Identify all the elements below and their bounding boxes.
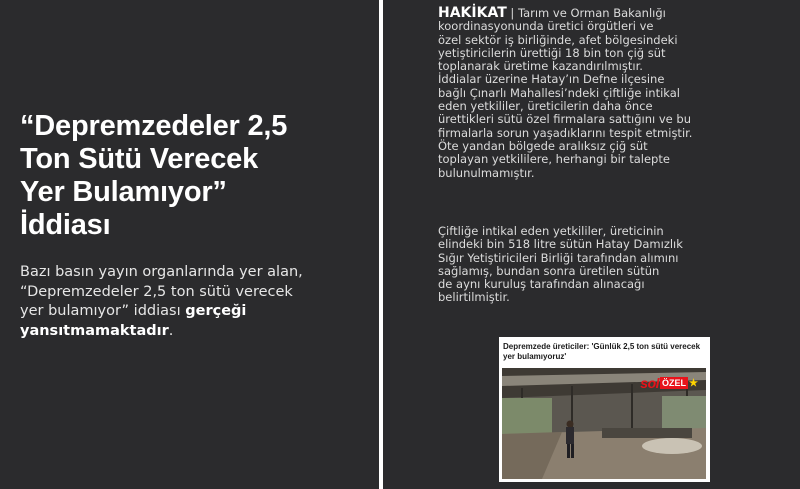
paragraph-line: toplanarak üretime kazandırılmıştır. [438,59,643,74]
fact-check-paragraph-1 [438,7,738,180]
claim-title-line: İddiası [20,209,111,241]
paragraph-line: bulunulmamıştır. [438,165,535,180]
paragraph-line: özel sektör iş birliğinde, afet bölgesindeki [438,32,678,47]
paragraph-line: Öte yandan bölgede aralıksız çiğ süt [438,138,648,153]
paragraph-line: toplayan yetkililere, herhangi bir talepte [438,152,670,167]
claim-title-line: “Depremzedeler 2,5 [20,110,288,142]
claim-panel [0,0,379,489]
paragraph-line: elindeki bin 518 litre sütün Hatay Damızlık [438,237,683,252]
verdict-label: HAKİKAT [438,5,507,21]
claim-title-line: Ton Sütü Verecek [20,143,259,175]
paragraph-line: ürettikleri sütü özel firmalara sattığını ve bu [438,112,691,127]
paragraph-line: Çiftliğe intikal eden yetkililer, üreticinin [438,224,664,238]
news-clipping [499,337,710,482]
claim-summary-text: Bazı basın yayın organlarında yer alan, “Depremzedeler 2,5 ton sütü verecek yer bulamıyor” iddiası [20,264,303,319]
paragraph-line: Sığır Yetiştiricileri Birliği tarafından alımını [438,250,679,265]
claim-title-line: Yer Bulamıyor” [20,176,227,208]
sol-ozel-logo [640,376,698,390]
paragraph-line: İddialar üzerine Hatay’ın Defne ilçesine [438,72,665,87]
claim-summary-end: . [168,322,174,339]
paragraph-line: koordinasyonunda üretici örgütleri ve [438,19,654,34]
logo-wordmark: sol [640,375,660,391]
paragraph-line: bağlı Çınarlı Mahallesi’ndeki çiftliğe intikal [438,85,680,100]
star-icon: ★ [689,377,698,389]
logo-badge: ÖZEL [662,378,687,388]
paragraph-line: yetiştiricilerin ürettiği 18 bin ton çiğ süt [438,45,666,60]
claim-title [20,110,320,242]
fact-check-paragraph-2 [438,225,738,305]
paragraph-line: sağlamış, bundan sonra üretilen sütün [438,263,660,278]
news-headline: Depremzede üreticiler: 'Günlük 2,5 ton sütü verecek yer bulamıyoruz' [503,342,701,361]
paragraph-line: HAKİKAT | Tarım ve Orman Bakanlığı [438,5,666,21]
paragraph-line: de aynı kuruluş tarafından alınacağı [438,277,645,292]
paragraph-line: firmalarla sorun yaşadıklarını tespit etmiştir. [438,125,693,140]
paragraph-line: belirtilmiştir. [438,290,510,305]
news-photo [502,368,706,479]
claim-summary [20,263,320,341]
paragraph-line: eden yetkililer, üreticilerin daha önce [438,99,653,114]
claim-verdict: gerçeği yansıtmamaktadır [20,303,247,339]
